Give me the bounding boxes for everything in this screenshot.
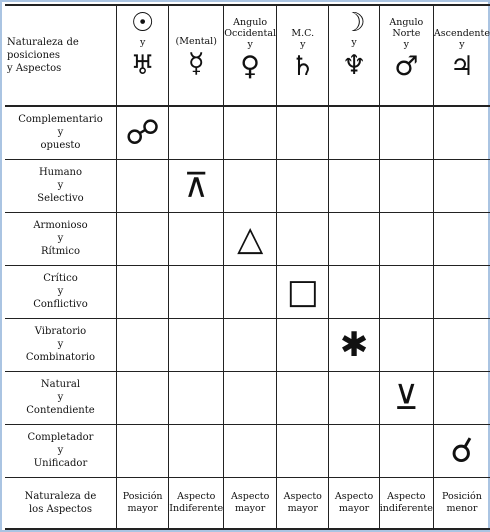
column-header-text-line: y [300,39,306,50]
column-header-y: y [139,37,146,48]
conjunction-icon: ☌ [450,430,474,471]
aspect-type-line: mayor [234,502,266,514]
table-cell [277,318,329,371]
table-cell [116,371,168,424]
table-cell [379,371,433,424]
row-label-line: y [57,233,64,244]
column-header [379,5,433,106]
table-cell [433,159,490,212]
table-cell [169,212,224,265]
row-label-line: opuesto [40,140,81,152]
sextile-icon: ✱ [339,324,369,365]
square-icon: □ [286,271,319,312]
table-cell [329,371,379,424]
column-header-text-line: y [403,39,409,50]
table-cell [169,265,224,318]
footer-row [5,477,490,529]
row-label-line: Rítmico [40,246,81,257]
footer-label-line: Naturaleza de [24,490,97,502]
header-label-line: y Aspectos [7,63,62,74]
opposition-icon: ☍ [125,112,160,153]
table-cell [169,424,224,477]
aspect-type-line: mayor [287,502,318,514]
row-label-line: Selectivo [37,193,84,204]
column-header-text [434,28,490,50]
table-row [5,265,490,318]
jupiter-icon: ♃ [449,51,475,82]
mars-icon: ♂ [394,51,419,82]
table-cell [277,106,329,159]
table-row [5,318,490,371]
table-row [5,371,490,424]
aspect-type-line: mayor [338,502,370,514]
table-row [5,212,490,265]
table-cell [169,371,224,424]
column-header [277,5,329,106]
aspect-type-line: menor [446,502,478,514]
aspect-type-line: Aspecto [177,490,216,502]
parallel-aspect-icon: ⊼ [183,165,209,206]
aspect-type-line: Posición [122,490,163,502]
aspect-type-cell [433,477,490,529]
aspect-type-line: Aspecto [387,490,426,502]
table-cell [379,318,433,371]
table-cell [224,371,277,424]
row-label-line: Conflictivo [33,299,88,310]
table-cell [169,318,224,371]
aspect-type-line: indiferente [379,502,433,514]
column-header-text-line: y [459,39,465,50]
row-label-line: Vibratorio [34,326,87,337]
row-label-line: y [57,180,64,191]
column-header [329,5,379,106]
row-label-line: Contendiente [26,405,95,416]
column-header-text-line: y [247,39,253,50]
column-header-text-line: Norte [392,28,421,39]
aspect-type-cell [169,477,224,529]
table-cell [224,318,277,371]
table-cell [224,159,277,212]
table-cell [329,106,379,159]
aspect-type-line: Aspecto [231,490,270,502]
table-cell [433,318,490,371]
table-cell [277,265,329,318]
table-cell [433,212,490,265]
row-label [5,106,116,159]
row-label-line: Unificador [33,458,88,469]
neptune-icon: ♆ [341,50,367,81]
aspect-type-cell [329,477,379,529]
column-header-text-line: Angulo [389,17,424,28]
table-cell [379,159,433,212]
table-cell [277,424,329,477]
header-row [5,5,490,106]
header-label [5,5,116,106]
table-cell [379,106,433,159]
uranus-icon: ♅ [130,50,155,81]
table-cell [116,265,168,318]
footer-label [5,477,116,529]
table-cell [116,424,168,477]
sun-icon: ☉ [130,8,155,38]
column-header-text [380,17,433,50]
column-header-text-line: Angulo [233,17,268,28]
table-cell [379,212,433,265]
venus-icon: ♀ [240,51,261,82]
table-cell [116,212,168,265]
table-cell [329,424,379,477]
row-label-line: Natural [40,379,81,390]
trine-icon: △ [237,218,264,259]
table-cell [277,212,329,265]
row-label-line: y [57,286,64,297]
mercury-icon: ☿ [187,48,205,79]
table-cell [116,318,168,371]
table-cell [224,212,277,265]
aspects-table [5,4,490,530]
row-label [5,424,116,477]
table-row [5,424,490,477]
moon-icon: ☽ [342,8,366,38]
table-cell [169,159,224,212]
aspect-type-cell [277,477,329,529]
aspect-type-line: Indiferente [169,502,224,514]
row-label [5,265,116,318]
column-header-text-line: Ascendente [433,28,490,39]
table-cell [433,265,490,318]
table-cell [277,159,329,212]
aspect-type-cell [116,477,168,529]
saturn-icon: ♄ [290,51,315,82]
column-header-text-line: (Mental) [175,36,217,47]
row-label-line: y [57,339,64,350]
semisextile-icon: ⊻ [393,377,419,418]
aspect-type-cell [224,477,277,529]
table-cell [224,265,277,318]
row-label-line: Complementario [18,114,103,126]
row-label [5,159,116,212]
table-row [5,106,490,159]
row-label-line: Armonioso [33,220,88,231]
header-label-line: Naturaleza de posiciones [7,37,79,61]
row-label [5,212,116,265]
column-header-text-line: M.C. [291,28,315,39]
table-cell [329,212,379,265]
aspect-type-line: Aspecto [283,490,322,502]
row-label-line: Combinatorio [25,352,96,363]
table-cell [433,106,490,159]
row-label [5,371,116,424]
column-header [169,5,224,106]
aspect-type-line: mayor [127,502,158,514]
table-cell [224,106,277,159]
table-cell [433,371,490,424]
table-cell [379,424,433,477]
table-cell [379,265,433,318]
row-label-line: Humano [38,167,83,178]
column-header [433,5,490,106]
table-cell [433,424,490,477]
table-cell [277,371,329,424]
row-label [5,318,116,371]
table-cell [116,159,168,212]
table-cell [329,265,379,318]
table-cell [329,318,379,371]
column-header [224,5,277,106]
table-row [5,159,490,212]
row-label-line: y [57,445,64,456]
table-cell [224,424,277,477]
column-header-text [169,36,223,47]
aspect-type-cell [379,477,433,529]
column-header-text-line: Occidental [224,28,277,39]
aspect-type-line: Posición [442,490,482,502]
row-label-line: Completador [27,432,94,443]
row-label-line: Crítico [43,273,78,284]
table-cell [169,106,224,159]
column-header [116,5,168,106]
column-header-text [224,17,276,50]
footer-label-line: los Aspectos [28,503,92,515]
column-header-y: y [351,37,357,48]
row-label-line: y [57,392,64,403]
table-cell [329,159,379,212]
row-label-line: y [57,127,64,139]
aspect-type-line: Aspecto [334,490,374,502]
table-cell [116,106,168,159]
column-header-text [277,28,328,50]
